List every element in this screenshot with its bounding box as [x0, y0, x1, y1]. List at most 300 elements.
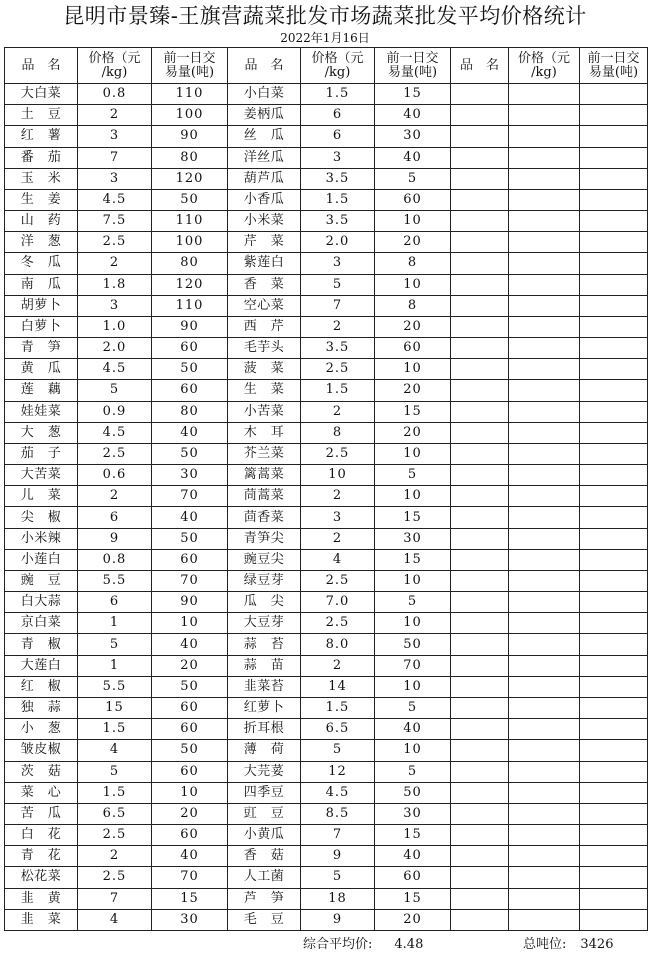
vegetable-name-cell: 芹 菜: [228, 232, 301, 253]
table-row: [5, 126, 648, 147]
empty-cell: [509, 613, 580, 634]
volume-cell: 5: [375, 465, 451, 486]
volume-cell: 40: [375, 846, 451, 867]
price-cell: 8.5: [301, 803, 375, 824]
empty-cell: [580, 888, 648, 909]
header-volume: 前一日交 易量(吨): [580, 48, 648, 84]
price-cell: 5: [301, 867, 375, 888]
price-cell: 0.8: [78, 549, 152, 570]
vegetable-name-cell: 大白菜: [5, 84, 78, 105]
vegetable-name-cell: 青 椒: [5, 634, 78, 655]
empty-cell: [451, 592, 509, 613]
price-cell: 6: [78, 592, 152, 613]
empty-cell: [509, 740, 580, 761]
price-cell: 6: [301, 105, 375, 126]
vegetable-name-cell: 茴香菜: [228, 507, 301, 528]
volume-cell: 20: [375, 316, 451, 337]
empty-cell: [580, 126, 648, 147]
header-volume: 前一日交 易量(吨): [375, 48, 451, 84]
price-cell: 6.5: [301, 719, 375, 740]
empty-cell: [451, 126, 509, 147]
empty-cell: [509, 168, 580, 189]
vegetable-name-cell: 大 葱: [5, 422, 78, 443]
empty-cell: [509, 295, 580, 316]
empty-cell: [509, 380, 580, 401]
volume-cell: 50: [152, 676, 228, 697]
empty-cell: [509, 825, 580, 846]
price-cell: 2: [301, 401, 375, 422]
table-row: [5, 909, 648, 930]
vegetable-name-cell: 葫芦瓜: [228, 168, 301, 189]
price-cell: 0.8: [78, 84, 152, 105]
price-cell: 4.5: [78, 359, 152, 380]
volume-cell: 5: [375, 697, 451, 718]
vegetable-name-cell: 茄 子: [5, 443, 78, 464]
price-cell: 3.5: [301, 211, 375, 232]
volume-cell: 10: [152, 613, 228, 634]
vegetable-name-cell: 毛芋头: [228, 338, 301, 359]
empty-cell: [509, 316, 580, 337]
vegetable-name-cell: 白萝卜: [5, 316, 78, 337]
price-cell: 5.5: [78, 676, 152, 697]
empty-cell: [451, 782, 509, 803]
price-cell: 10: [301, 465, 375, 486]
empty-cell: [509, 232, 580, 253]
table-row: [5, 570, 648, 591]
price-cell: 1.5: [301, 697, 375, 718]
table-row: [5, 168, 648, 189]
empty-cell: [509, 126, 580, 147]
volume-cell: 70: [152, 867, 228, 888]
vegetable-name-cell: 小香瓜: [228, 189, 301, 210]
vegetable-name-cell: 小白菜: [228, 84, 301, 105]
volume-cell: 5: [375, 761, 451, 782]
volume-cell: 40: [152, 634, 228, 655]
empty-cell: [509, 84, 580, 105]
empty-cell: [451, 634, 509, 655]
vegetable-name-cell: 人工菌: [228, 867, 301, 888]
vegetable-name-cell: 洋丝瓜: [228, 147, 301, 168]
vegetable-name-cell: 毛 豆: [228, 909, 301, 930]
volume-cell: 120: [152, 274, 228, 295]
vegetable-name-cell: 莲 藕: [5, 380, 78, 401]
empty-cell: [451, 888, 509, 909]
empty-cell: [580, 570, 648, 591]
empty-cell: [580, 84, 648, 105]
price-cell: 2.0: [78, 338, 152, 359]
price-cell: 4: [301, 549, 375, 570]
vegetable-name-cell: 韭 菜: [5, 909, 78, 930]
volume-cell: 40: [152, 422, 228, 443]
vegetable-name-cell: 胡萝卜: [5, 295, 78, 316]
vegetable-name-cell: 小莲白: [5, 549, 78, 570]
vegetable-name-cell: 香 菜: [228, 274, 301, 295]
vegetable-name-cell: 空心菜: [228, 295, 301, 316]
empty-cell: [580, 422, 648, 443]
vegetable-name-cell: 青 笋: [5, 338, 78, 359]
vegetable-name-cell: 豇 豆: [228, 803, 301, 824]
empty-cell: [509, 909, 580, 930]
table-row: [5, 422, 648, 443]
vegetable-name-cell: 薄 荷: [228, 740, 301, 761]
total-tonnage: 总吨位: 3426: [523, 937, 614, 952]
price-cell: 1: [78, 613, 152, 634]
vegetable-name-cell: 生 姜: [5, 189, 78, 210]
price-cell: 7.5: [78, 211, 152, 232]
table-row: [5, 655, 648, 676]
vegetable-name-cell: 蒜 苔: [228, 634, 301, 655]
table-row: [5, 465, 648, 486]
vegetable-name-cell: 小苦菜: [228, 401, 301, 422]
volume-cell: 50: [152, 359, 228, 380]
volume-cell: 50: [152, 443, 228, 464]
vegetable-name-cell: 紫莲白: [228, 253, 301, 274]
vegetable-name-cell: 冬 瓜: [5, 253, 78, 274]
price-cell: 8.0: [301, 634, 375, 655]
vegetable-name-cell: 红 薯: [5, 126, 78, 147]
price-cell: 7: [301, 295, 375, 316]
volume-cell: 90: [152, 592, 228, 613]
price-cell: 7: [78, 888, 152, 909]
table-row: [5, 274, 648, 295]
empty-cell: [580, 507, 648, 528]
empty-cell: [509, 697, 580, 718]
header-row: [5, 48, 648, 84]
empty-cell: [509, 570, 580, 591]
header-price: 价格（元 /kg): [509, 48, 580, 84]
empty-cell: [509, 105, 580, 126]
header-price: 价格（元 /kg): [78, 48, 152, 84]
vegetable-name-cell: 香 菇: [228, 846, 301, 867]
vegetable-name-cell: 苦 瓜: [5, 803, 78, 824]
table-row: [5, 84, 648, 105]
vegetable-name-cell: 番 茄: [5, 147, 78, 168]
empty-cell: [580, 105, 648, 126]
volume-cell: 60: [152, 719, 228, 740]
volume-cell: 90: [152, 126, 228, 147]
table-row: [5, 232, 648, 253]
empty-cell: [580, 486, 648, 507]
volume-cell: 15: [375, 825, 451, 846]
vegetable-name-cell: 青 花: [5, 846, 78, 867]
volume-cell: 110: [152, 84, 228, 105]
empty-cell: [451, 84, 509, 105]
vegetable-name-cell: 茼蒿菜: [228, 486, 301, 507]
volume-cell: 70: [152, 570, 228, 591]
empty-cell: [451, 803, 509, 824]
empty-cell: [451, 867, 509, 888]
empty-cell: [580, 359, 648, 380]
empty-cell: [580, 316, 648, 337]
volume-cell: 10: [375, 676, 451, 697]
vegetable-name-cell: 京白菜: [5, 613, 78, 634]
vegetable-name-cell: 篱蒿菜: [228, 465, 301, 486]
price-cell: 14: [301, 676, 375, 697]
empty-cell: [509, 465, 580, 486]
vegetable-name-cell: 生 菜: [228, 380, 301, 401]
empty-cell: [580, 528, 648, 549]
empty-cell: [580, 189, 648, 210]
price-cell: 6: [78, 507, 152, 528]
volume-cell: 5: [375, 168, 451, 189]
empty-cell: [580, 168, 648, 189]
empty-cell: [451, 719, 509, 740]
vegetable-name-cell: 红 椒: [5, 676, 78, 697]
vegetable-name-cell: 绿豆芽: [228, 570, 301, 591]
volume-cell: 10: [375, 613, 451, 634]
empty-cell: [580, 676, 648, 697]
price-cell: 5.5: [78, 570, 152, 591]
volume-cell: 8: [375, 295, 451, 316]
empty-cell: [451, 465, 509, 486]
vegetable-name-cell: 折耳根: [228, 719, 301, 740]
vegetable-name-cell: 皱皮椒: [5, 740, 78, 761]
average-price: 综合平均价: 4.48: [303, 937, 424, 952]
empty-cell: [580, 274, 648, 295]
table-row: [5, 338, 648, 359]
price-cell: 3: [78, 126, 152, 147]
table-row: [5, 634, 648, 655]
price-cell: 4.5: [301, 782, 375, 803]
table-row: [5, 316, 648, 337]
vegetable-name-cell: 白 花: [5, 825, 78, 846]
empty-cell: [580, 740, 648, 761]
empty-cell: [451, 105, 509, 126]
volume-cell: 100: [152, 105, 228, 126]
empty-cell: [580, 803, 648, 824]
price-cell: 1.5: [78, 719, 152, 740]
empty-cell: [509, 761, 580, 782]
volume-cell: 30: [152, 909, 228, 930]
volume-cell: 70: [375, 655, 451, 676]
empty-cell: [509, 189, 580, 210]
price-table: [4, 47, 648, 931]
price-cell: 4: [78, 909, 152, 930]
table-row: [5, 359, 648, 380]
table-body: [5, 84, 648, 931]
empty-cell: [509, 655, 580, 676]
table-row: [5, 867, 648, 888]
volume-cell: 50: [152, 740, 228, 761]
price-cell: 2: [301, 528, 375, 549]
price-cell: 1.5: [301, 380, 375, 401]
volume-cell: 50: [152, 528, 228, 549]
empty-cell: [580, 549, 648, 570]
empty-cell: [509, 719, 580, 740]
empty-cell: [509, 422, 580, 443]
header-name: 品 名: [5, 48, 78, 84]
vegetable-name-cell: 尖 椒: [5, 507, 78, 528]
table-row: [5, 528, 648, 549]
page-title: 昆明市景臻-王旗营蔬菜批发市场蔬菜批发平均价格统计: [63, 4, 587, 28]
volume-cell: 40: [375, 147, 451, 168]
volume-cell: 8: [375, 253, 451, 274]
empty-cell: [509, 888, 580, 909]
table-row: [5, 295, 648, 316]
volume-cell: 15: [375, 888, 451, 909]
empty-cell: [509, 486, 580, 507]
volume-cell: 50: [375, 634, 451, 655]
volume-cell: 10: [375, 274, 451, 295]
volume-cell: 30: [375, 126, 451, 147]
vegetable-name-cell: 大莲白: [5, 655, 78, 676]
empty-cell: [509, 676, 580, 697]
price-cell: 15: [78, 697, 152, 718]
volume-cell: 120: [152, 168, 228, 189]
volume-cell: 80: [152, 401, 228, 422]
vegetable-name-cell: 芥兰菜: [228, 443, 301, 464]
empty-cell: [509, 443, 580, 464]
vegetable-name-cell: 红萝卜: [228, 697, 301, 718]
price-cell: 9: [78, 528, 152, 549]
volume-cell: 20: [375, 380, 451, 401]
vegetable-name-cell: 小米菜: [228, 211, 301, 232]
table-row: [5, 697, 648, 718]
report-date: 2022年1月16日: [280, 31, 370, 45]
volume-cell: 50: [152, 189, 228, 210]
table-row: [5, 549, 648, 570]
price-cell: 3: [301, 507, 375, 528]
vegetable-name-cell: 大芫荽: [228, 761, 301, 782]
volume-cell: 90: [152, 316, 228, 337]
empty-cell: [509, 634, 580, 655]
empty-cell: [451, 507, 509, 528]
empty-cell: [451, 909, 509, 930]
vegetable-name-cell: 豌 豆: [5, 570, 78, 591]
empty-cell: [451, 168, 509, 189]
empty-cell: [580, 634, 648, 655]
price-cell: 6: [301, 126, 375, 147]
price-cell: 2: [78, 253, 152, 274]
price-cell: 5: [301, 740, 375, 761]
vegetable-name-cell: 青笋尖: [228, 528, 301, 549]
empty-cell: [451, 211, 509, 232]
price-cell: 18: [301, 888, 375, 909]
empty-cell: [451, 549, 509, 570]
table-row: [5, 253, 648, 274]
price-cell: 2.5: [301, 443, 375, 464]
vegetable-name-cell: 菜 心: [5, 782, 78, 803]
table-row: [5, 782, 648, 803]
price-cell: 2.5: [78, 232, 152, 253]
price-cell: 3: [301, 253, 375, 274]
table-row: [5, 189, 648, 210]
price-cell: 2.5: [78, 443, 152, 464]
empty-cell: [580, 655, 648, 676]
table-row: [5, 147, 648, 168]
vegetable-name-cell: 大豆芽: [228, 613, 301, 634]
volume-cell: 60: [152, 697, 228, 718]
empty-cell: [580, 147, 648, 168]
empty-cell: [451, 380, 509, 401]
price-cell: 4.5: [78, 189, 152, 210]
vegetable-name-cell: 小米辣: [5, 528, 78, 549]
volume-cell: 20: [375, 909, 451, 930]
table-row: [5, 486, 648, 507]
price-cell: 9: [301, 846, 375, 867]
table-row: [5, 803, 648, 824]
empty-cell: [580, 719, 648, 740]
empty-cell: [509, 549, 580, 570]
empty-cell: [580, 825, 648, 846]
table-row: [5, 401, 648, 422]
volume-cell: 20: [152, 655, 228, 676]
empty-cell: [509, 528, 580, 549]
empty-cell: [580, 846, 648, 867]
volume-cell: 60: [152, 825, 228, 846]
volume-cell: 10: [375, 211, 451, 232]
empty-cell: [509, 803, 580, 824]
volume-cell: 40: [375, 719, 451, 740]
empty-cell: [451, 295, 509, 316]
empty-cell: [580, 782, 648, 803]
empty-cell: [451, 697, 509, 718]
volume-cell: 20: [152, 803, 228, 824]
price-cell: 6.5: [78, 803, 152, 824]
empty-cell: [509, 592, 580, 613]
volume-cell: 40: [152, 507, 228, 528]
empty-cell: [509, 359, 580, 380]
table-row: [5, 740, 648, 761]
volume-cell: 5: [375, 592, 451, 613]
price-cell: 3.5: [301, 338, 375, 359]
price-cell: 2: [301, 486, 375, 507]
price-cell: 7.0: [301, 592, 375, 613]
empty-cell: [580, 465, 648, 486]
volume-cell: 60: [152, 549, 228, 570]
empty-cell: [580, 867, 648, 888]
price-cell: 4: [78, 740, 152, 761]
vegetable-name-cell: 瓜 尖: [228, 592, 301, 613]
vegetable-name-cell: 芦 笋: [228, 888, 301, 909]
price-cell: 1.8: [78, 274, 152, 295]
volume-cell: 60: [375, 338, 451, 359]
volume-cell: 15: [152, 888, 228, 909]
volume-cell: 60: [152, 338, 228, 359]
volume-cell: 80: [152, 147, 228, 168]
price-cell: 2: [78, 846, 152, 867]
table-row: [5, 507, 648, 528]
vegetable-name-cell: 木 耳: [228, 422, 301, 443]
volume-cell: 60: [375, 867, 451, 888]
empty-cell: [451, 147, 509, 168]
price-cell: 5: [78, 634, 152, 655]
vegetable-name-cell: 菠 菜: [228, 359, 301, 380]
volume-cell: 10: [375, 359, 451, 380]
table-row: [5, 105, 648, 126]
table-row: [5, 592, 648, 613]
price-cell: 1.0: [78, 316, 152, 337]
header-name: 品 名: [228, 48, 301, 84]
empty-cell: [509, 338, 580, 359]
header-price: 价格（元 /kg): [301, 48, 375, 84]
volume-cell: 30: [375, 528, 451, 549]
volume-cell: 60: [152, 380, 228, 401]
vegetable-name-cell: 四季豆: [228, 782, 301, 803]
volume-cell: 60: [152, 761, 228, 782]
vegetable-name-cell: 儿 菜: [5, 486, 78, 507]
volume-cell: 30: [375, 803, 451, 824]
empty-cell: [580, 211, 648, 232]
price-cell: 12: [301, 761, 375, 782]
empty-cell: [580, 613, 648, 634]
volume-cell: 50: [375, 782, 451, 803]
price-cell: 2.0: [301, 232, 375, 253]
volume-cell: 100: [152, 232, 228, 253]
empty-cell: [509, 274, 580, 295]
price-cell: 4.5: [78, 422, 152, 443]
price-cell: 2.5: [301, 613, 375, 634]
